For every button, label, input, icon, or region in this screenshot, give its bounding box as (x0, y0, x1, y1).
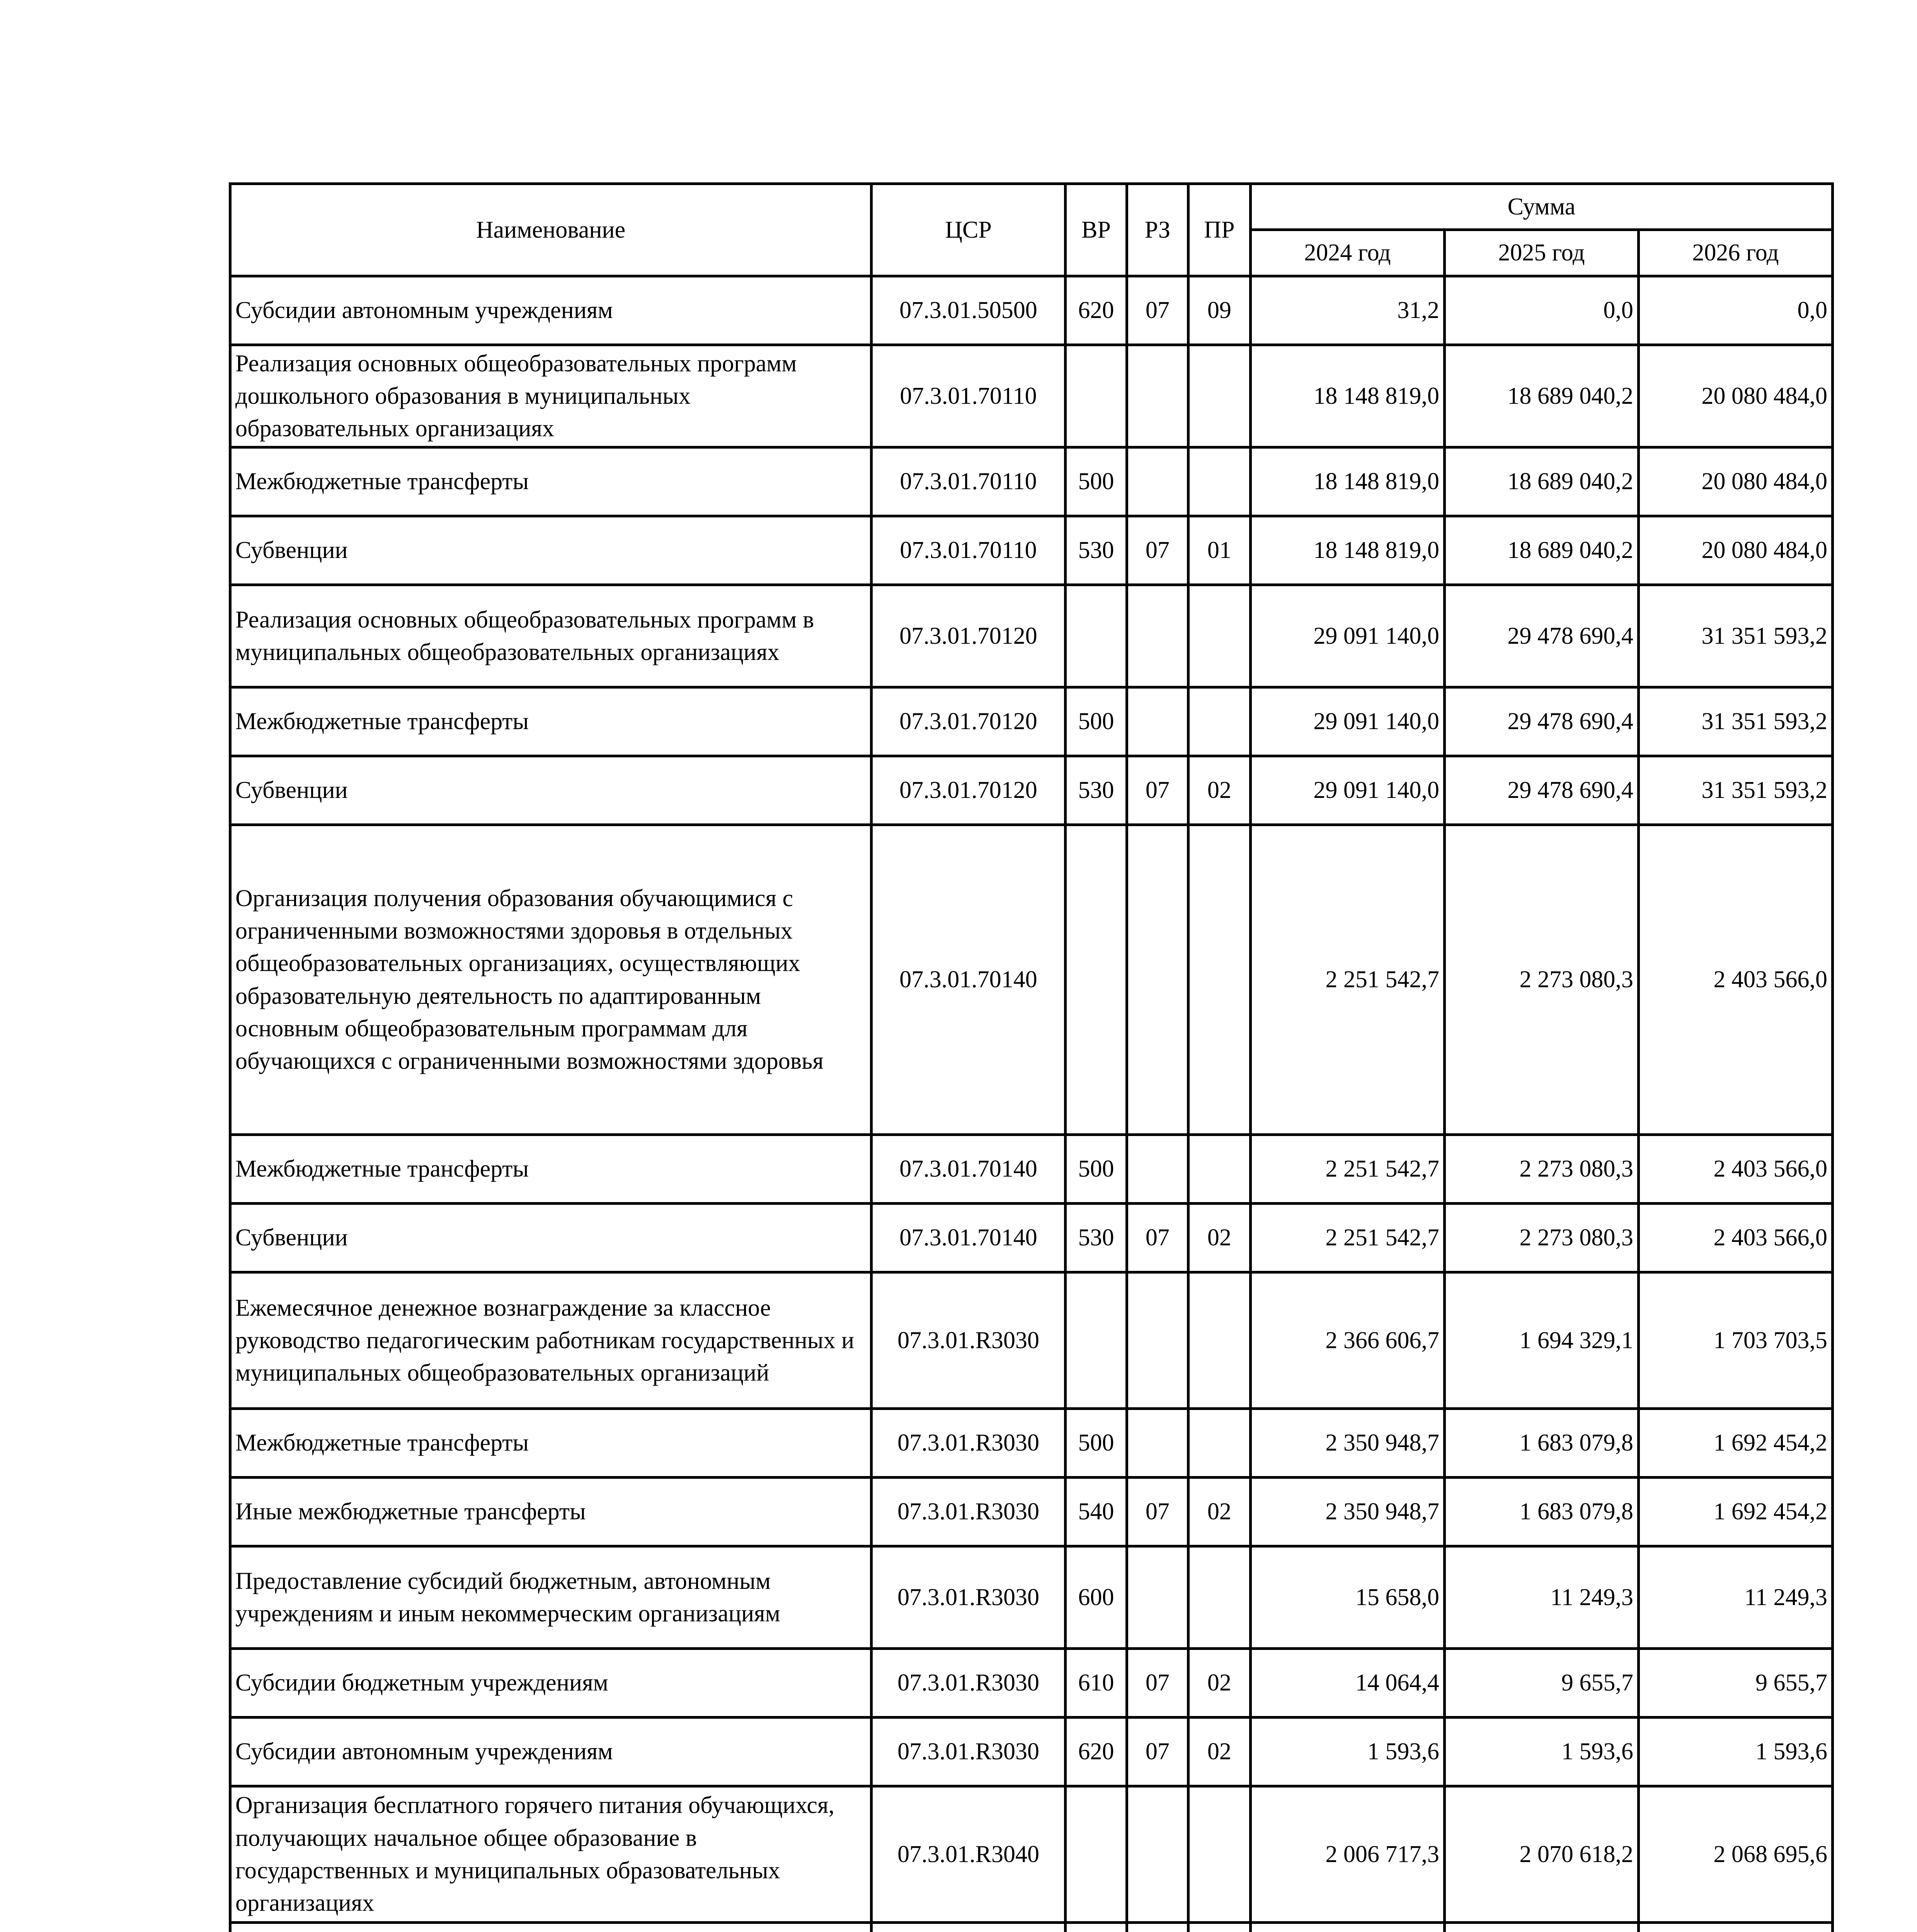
cell-csr: 07.3.01.70140 (872, 1204, 1066, 1272)
cell-name: Межбюджетные трансферты (230, 1135, 872, 1204)
cell-sum-2026: 9 655,7 (1638, 1649, 1832, 1718)
cell-rz: 07 (1127, 1718, 1188, 1786)
cell-rz (1127, 1272, 1188, 1409)
cell-vr: 500 (1066, 1409, 1127, 1478)
cell-rz: 07 (1127, 1649, 1188, 1718)
cell-vr (1066, 1923, 1127, 1932)
cell-sum-2024: 2 251 542,7 (1250, 825, 1444, 1135)
cell-pr (1188, 1786, 1250, 1923)
cell-sum-2025: 1 694 329,1 (1444, 1272, 1638, 1409)
header-vr: ВР (1066, 184, 1127, 276)
cell-sum-2026: 20 080 484,0 (1638, 447, 1832, 516)
cell-sum-2024: 31,2 (1250, 276, 1444, 345)
cell-pr: 02 (1188, 756, 1250, 825)
cell-sum-2026: 2 403 566,0 (1638, 1135, 1832, 1204)
table-row (230, 1478, 1833, 1546)
cell-csr (872, 1923, 1066, 1932)
table-row (230, 516, 1833, 585)
cell-rz: 07 (1127, 516, 1188, 585)
table-row (230, 1546, 1833, 1649)
table-row (230, 1204, 1833, 1272)
cell-pr (1188, 345, 1250, 447)
cell-name: Реализация основных общеобразовательных программ в муниципальных общеобразовательных организациях (230, 585, 872, 687)
cell-sum-2024: 15 658,0 (1250, 1546, 1444, 1649)
cell-name: Организация получения образования обучающимися с ограниченными возможностями здоровья в отдельных общеобразовательных организациях, осуществляющих образовательную деятельность по адаптированным основным общеобразовательным программам для обучающихся с ограниченными возможностями здоровья (230, 825, 872, 1135)
cell-name: Организация бесплатного горячего питания обучающихся, получающих начальное общее образование в государственных и муниципальных образовательных организациях (230, 1786, 872, 1923)
cell-sum-2026 (1638, 1923, 1832, 1932)
cell-rz (1127, 345, 1188, 447)
cell-sum-2024 (1250, 1923, 1444, 1932)
table-row (230, 1718, 1833, 1786)
cell-csr: 07.3.01.70120 (872, 756, 1066, 825)
cell-sum-2024: 18 148 819,0 (1250, 516, 1444, 585)
cell-sum-2025: 2 273 080,3 (1444, 1135, 1638, 1204)
cell-sum-2024: 18 148 819,0 (1250, 345, 1444, 447)
cell-sum-2024: 29 091 140,0 (1250, 756, 1444, 825)
cell-pr (1188, 1546, 1250, 1649)
cell-name: Субвенции (230, 1204, 872, 1272)
header-year-2024: 2024 год (1250, 230, 1444, 276)
cell-sum-2026: 0,0 (1638, 276, 1832, 345)
cell-sum-2024: 2 006 717,3 (1250, 1786, 1444, 1923)
cell-vr: 600 (1066, 1546, 1127, 1649)
header-rz: РЗ (1127, 184, 1188, 276)
cell-rz (1127, 1135, 1188, 1204)
header-pr: ПР (1188, 184, 1250, 276)
cell-pr (1188, 1923, 1250, 1932)
cell-csr: 07.3.01.70110 (872, 345, 1066, 447)
table-row (230, 1923, 1833, 1932)
cell-vr: 500 (1066, 447, 1127, 516)
cell-sum-2024: 2 350 948,7 (1250, 1478, 1444, 1546)
cell-name: Ежемесячное денежное вознаграждение за классное руководство педагогическим работникам государственных и муниципальных общеобразовательных организаций (230, 1272, 872, 1409)
table-body (230, 276, 1833, 1932)
cell-rz (1127, 687, 1188, 756)
cell-name: Межбюджетные трансферты (230, 687, 872, 756)
cell-vr: 500 (1066, 687, 1127, 756)
cell-name: Субсидии автономным учреждениям (230, 1718, 872, 1786)
cell-rz: 07 (1127, 1204, 1188, 1272)
cell-rz (1127, 1786, 1188, 1923)
cell-rz (1127, 825, 1188, 1135)
cell-pr: 09 (1188, 276, 1250, 345)
table-row (230, 1272, 1833, 1409)
cell-name: Субсидии автономным учреждениям (230, 276, 872, 345)
cell-sum-2025: 1 683 079,8 (1444, 1478, 1638, 1546)
cell-sum-2026: 1 703 703,5 (1638, 1272, 1832, 1409)
cell-pr (1188, 825, 1250, 1135)
cell-vr: 530 (1066, 516, 1127, 585)
cell-sum-2025: 29 478 690,4 (1444, 756, 1638, 825)
cell-pr (1188, 687, 1250, 756)
cell-sum-2025: 2 070 618,2 (1444, 1786, 1638, 1923)
cell-csr: 07.3.01.70110 (872, 447, 1066, 516)
cell-rz (1127, 1409, 1188, 1478)
cell-sum-2024: 2 251 542,7 (1250, 1204, 1444, 1272)
cell-rz: 07 (1127, 756, 1188, 825)
table-row (230, 276, 1833, 345)
cell-sum-2025: 18 689 040,2 (1444, 345, 1638, 447)
cell-sum-2026: 1 593,6 (1638, 1718, 1832, 1786)
cell-rz: 07 (1127, 1478, 1188, 1546)
table-row (230, 1409, 1833, 1478)
cell-sum-2024: 1 593,6 (1250, 1718, 1444, 1786)
cell-rz (1127, 1923, 1188, 1932)
cell-pr: 02 (1188, 1718, 1250, 1786)
cell-name: Реализация основных общеобразовательных программ дошкольного образования в муниципальных образовательных организациях (230, 345, 872, 447)
cell-pr: 02 (1188, 1478, 1250, 1546)
cell-pr (1188, 1409, 1250, 1478)
cell-pr (1188, 447, 1250, 516)
cell-vr (1066, 345, 1127, 447)
table-row (230, 585, 1833, 687)
cell-sum-2025: 29 478 690,4 (1444, 687, 1638, 756)
header-year-2025: 2025 год (1444, 230, 1638, 276)
cell-sum-2026: 2 068 695,6 (1638, 1786, 1832, 1923)
cell-sum-2025: 18 689 040,2 (1444, 447, 1638, 516)
cell-vr: 530 (1066, 756, 1127, 825)
cell-name: Субсидии бюджетным учреждениям (230, 1649, 872, 1718)
cell-vr (1066, 1786, 1127, 1923)
cell-sum-2026: 1 692 454,2 (1638, 1478, 1832, 1546)
cell-name: Субвенции (230, 756, 872, 825)
cell-sum-2025: 1 683 079,8 (1444, 1409, 1638, 1478)
cell-csr: 07.3.01.70140 (872, 1135, 1066, 1204)
cell-sum-2024: 2 366 606,7 (1250, 1272, 1444, 1409)
cell-csr: 07.3.01.70120 (872, 585, 1066, 687)
header-name: Наименование (230, 184, 872, 276)
table-row (230, 345, 1833, 447)
header-csr: ЦСР (872, 184, 1066, 276)
cell-pr (1188, 585, 1250, 687)
cell-sum-2024: 29 091 140,0 (1250, 585, 1444, 687)
cell-sum-2025 (1444, 1923, 1638, 1932)
cell-sum-2026: 31 351 593,2 (1638, 687, 1832, 756)
cell-sum-2026: 2 403 566,0 (1638, 1204, 1832, 1272)
cell-vr (1066, 585, 1127, 687)
cell-sum-2024: 18 148 819,0 (1250, 447, 1444, 516)
cell-sum-2025: 9 655,7 (1444, 1649, 1638, 1718)
table-row (230, 756, 1833, 825)
cell-sum-2025: 0,0 (1444, 276, 1638, 345)
table-row (230, 1649, 1833, 1718)
cell-rz (1127, 447, 1188, 516)
cell-sum-2026: 2 403 566,0 (1638, 825, 1832, 1135)
cell-csr: 07.3.01.R3030 (872, 1649, 1066, 1718)
cell-sum-2025: 18 689 040,2 (1444, 516, 1638, 585)
cell-sum-2025: 1 593,6 (1444, 1718, 1638, 1786)
cell-pr (1188, 1135, 1250, 1204)
cell-csr: 07.3.01.R3040 (872, 1786, 1066, 1923)
cell-csr: 07.3.01.R3030 (872, 1718, 1066, 1786)
cell-pr: 01 (1188, 516, 1250, 585)
cell-sum-2025: 11 249,3 (1444, 1546, 1638, 1649)
budget-table (229, 182, 1834, 1932)
cell-csr: 07.3.01.R3030 (872, 1409, 1066, 1478)
cell-name: Межбюджетные трансферты (230, 1409, 872, 1478)
table-header (230, 184, 1833, 276)
cell-rz (1127, 1546, 1188, 1649)
cell-vr: 540 (1066, 1478, 1127, 1546)
cell-sum-2026: 20 080 484,0 (1638, 345, 1832, 447)
cell-name (230, 1923, 872, 1932)
cell-vr: 620 (1066, 1718, 1127, 1786)
cell-vr (1066, 1272, 1127, 1409)
header-sum: Сумма (1250, 184, 1832, 230)
cell-sum-2024: 29 091 140,0 (1250, 687, 1444, 756)
cell-sum-2026: 20 080 484,0 (1638, 516, 1832, 585)
cell-csr: 07.3.01.70140 (872, 825, 1066, 1135)
cell-name: Предоставление субсидий бюджетным, автономным учреждениям и иным некоммерческим организациям (230, 1546, 872, 1649)
header-year-2026: 2026 год (1638, 230, 1832, 276)
cell-csr: 07.3.01.70120 (872, 687, 1066, 756)
cell-csr: 07.3.01.R3030 (872, 1478, 1066, 1546)
table-row (230, 447, 1833, 516)
cell-sum-2025: 2 273 080,3 (1444, 825, 1638, 1135)
cell-sum-2025: 29 478 690,4 (1444, 585, 1638, 687)
cell-name: Субвенции (230, 516, 872, 585)
cell-pr (1188, 1272, 1250, 1409)
cell-name: Межбюджетные трансферты (230, 447, 872, 516)
cell-csr: 07.3.01.50500 (872, 276, 1066, 345)
cell-sum-2024: 2 251 542,7 (1250, 1135, 1444, 1204)
cell-sum-2024: 14 064,4 (1250, 1649, 1444, 1718)
cell-sum-2026: 11 249,3 (1638, 1546, 1832, 1649)
cell-rz: 07 (1127, 276, 1188, 345)
table-row (230, 1135, 1833, 1204)
table-row (230, 1786, 1833, 1923)
cell-vr (1066, 825, 1127, 1135)
cell-sum-2026: 1 692 454,2 (1638, 1409, 1832, 1478)
cell-csr: 07.3.01.R3030 (872, 1272, 1066, 1409)
cell-csr: 07.3.01.R3030 (872, 1546, 1066, 1649)
cell-sum-2024: 2 350 948,7 (1250, 1409, 1444, 1478)
cell-vr: 530 (1066, 1204, 1127, 1272)
cell-vr: 500 (1066, 1135, 1127, 1204)
cell-pr: 02 (1188, 1204, 1250, 1272)
cell-rz (1127, 585, 1188, 687)
cell-vr: 620 (1066, 276, 1127, 345)
table-row (230, 687, 1833, 756)
cell-sum-2026: 31 351 593,2 (1638, 585, 1832, 687)
cell-csr: 07.3.01.70110 (872, 516, 1066, 585)
cell-name: Иные межбюджетные трансферты (230, 1478, 872, 1546)
cell-vr: 610 (1066, 1649, 1127, 1718)
cell-sum-2026: 31 351 593,2 (1638, 756, 1832, 825)
cell-pr: 02 (1188, 1649, 1250, 1718)
cell-sum-2025: 2 273 080,3 (1444, 1204, 1638, 1272)
table-row (230, 825, 1833, 1135)
